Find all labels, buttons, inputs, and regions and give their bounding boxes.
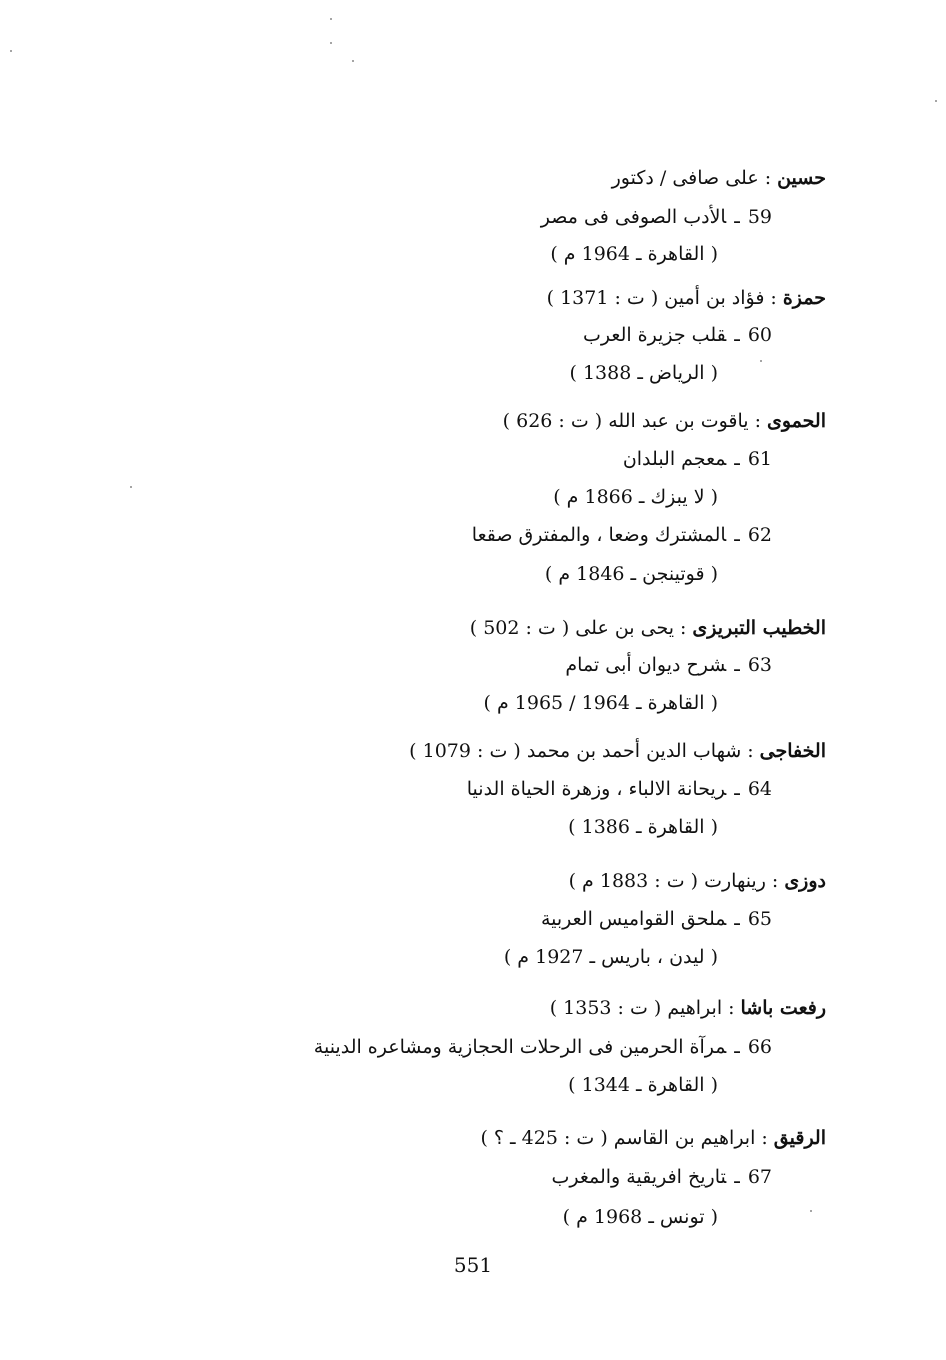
author-name: الرقيق xyxy=(773,1127,826,1149)
work-dash: ـ xyxy=(734,206,740,228)
author-name: الخفاجى xyxy=(759,740,826,762)
author-name: رفعت باشا xyxy=(740,997,826,1019)
author-info: رينهارت ( ت : 1883 م ) xyxy=(568,870,766,892)
author-name: الخطيب التبريزى xyxy=(692,617,826,639)
author-line xyxy=(0,995,946,1021)
author-info: ابراهيم بن القاسم ( ت : 425 ـ ؟ ) xyxy=(480,1127,756,1149)
work-title: المشترك وضعا ، والمفترق صقعا xyxy=(471,524,727,546)
work-dash: ـ xyxy=(734,324,740,346)
work-number: 61 xyxy=(747,448,772,470)
author-line xyxy=(0,165,946,191)
work-dash: ـ xyxy=(734,1166,740,1188)
work-line xyxy=(0,204,946,230)
author-line xyxy=(0,868,946,894)
work-number: 59 xyxy=(747,206,772,228)
work-number: 60 xyxy=(747,324,772,346)
publication-line: ( القاهرة ـ 1344 ) xyxy=(568,1074,718,1096)
work-line xyxy=(0,446,946,472)
scan-speck xyxy=(10,50,12,52)
page-number: 551 xyxy=(453,1253,493,1277)
scan-speck xyxy=(760,360,762,362)
author-separator: : xyxy=(764,167,772,189)
scan-speck xyxy=(130,486,132,488)
scan-speck xyxy=(330,42,332,44)
author-line xyxy=(0,738,946,764)
author-separator: : xyxy=(754,410,761,432)
work-line xyxy=(0,652,946,678)
work-title: شرح ديوان أبى تمام xyxy=(565,654,727,676)
work-number: 62 xyxy=(747,524,772,546)
scan-speck xyxy=(810,1210,812,1212)
work-dash: ـ xyxy=(734,654,740,676)
author-info: ياقوت بن عبد الله ( ت : 626 ) xyxy=(502,410,749,432)
publication-line: ( القاهرة ـ 1964 م ) xyxy=(550,243,718,265)
work-title: مرآة الحرمين فى الرحلات الحجازية ومشاعره الدينية xyxy=(313,1036,727,1058)
publication-line: ( ليدن ، باريس ـ 1927 م ) xyxy=(503,946,718,968)
work-number: 65 xyxy=(747,908,772,930)
author-name: حسين xyxy=(777,167,826,189)
work-number: 67 xyxy=(747,1166,772,1188)
publication-line: ( قوتينجن ـ 1846 م ) xyxy=(544,563,718,585)
work-number: 66 xyxy=(747,1036,772,1058)
work-title: ريحانة الالباء ، وزهرة الحياة الدنيا xyxy=(466,778,727,800)
author-line xyxy=(0,408,946,434)
author-separator: : xyxy=(747,740,754,762)
scan-speck xyxy=(935,100,937,102)
author-info: ابراهيم ( ت : 1353 ) xyxy=(549,997,723,1019)
work-line xyxy=(0,1164,946,1190)
publication-line: ( الرياض ـ 1388 ) xyxy=(569,362,718,384)
work-number: 64 xyxy=(747,778,772,800)
publication-line: ( تونس ـ 1968 م ) xyxy=(562,1206,718,1228)
work-dash: ـ xyxy=(734,908,740,930)
scan-speck xyxy=(330,18,332,20)
author-name: الحموى xyxy=(766,410,826,432)
work-dash: ـ xyxy=(734,1036,740,1058)
author-separator: : xyxy=(761,1127,768,1149)
work-line xyxy=(0,522,946,548)
author-name: حمزة xyxy=(782,287,826,309)
work-title: قلب جزيرة العرب xyxy=(583,324,727,346)
work-line xyxy=(0,1034,946,1060)
author-name: دوزى xyxy=(784,870,826,892)
work-dash: ـ xyxy=(734,448,740,470)
publication-line: ( لا يبزك ـ 1866 م ) xyxy=(553,486,718,508)
author-separator: : xyxy=(728,997,735,1019)
work-number: 63 xyxy=(747,654,772,676)
author-info: يحى بن على ( ت : 502 ) xyxy=(469,617,674,639)
author-info: فؤاد بن أمين ( ت : 1371 ) xyxy=(546,287,765,309)
publication-line: ( القاهرة ـ 1386 ) xyxy=(568,816,718,838)
author-line xyxy=(0,615,946,641)
work-title: تاريخ افريقية والمغرب xyxy=(551,1166,727,1188)
work-line xyxy=(0,776,946,802)
work-dash: ـ xyxy=(734,778,740,800)
author-line xyxy=(0,1125,946,1151)
author-separator: : xyxy=(770,287,777,309)
scan-speck xyxy=(352,60,354,62)
work-title: معجم البلدان xyxy=(622,448,727,470)
work-title: ملحق القواميس العربية xyxy=(540,908,727,930)
work-title: الأدب الصوفى فى مصر xyxy=(540,206,727,228)
publication-line: ( القاهرة ـ 1964 / 1965 م ) xyxy=(483,692,718,714)
author-separator: : xyxy=(771,870,779,892)
work-dash: ـ xyxy=(734,524,740,546)
work-line xyxy=(0,322,946,348)
author-info: على صافى / دكتور xyxy=(611,167,759,189)
author-line xyxy=(0,285,946,311)
work-line xyxy=(0,906,946,932)
author-info: شهاب الدين أحمد بن محمد ( ت : 1079 ) xyxy=(409,740,742,762)
author-separator: : xyxy=(680,617,687,639)
